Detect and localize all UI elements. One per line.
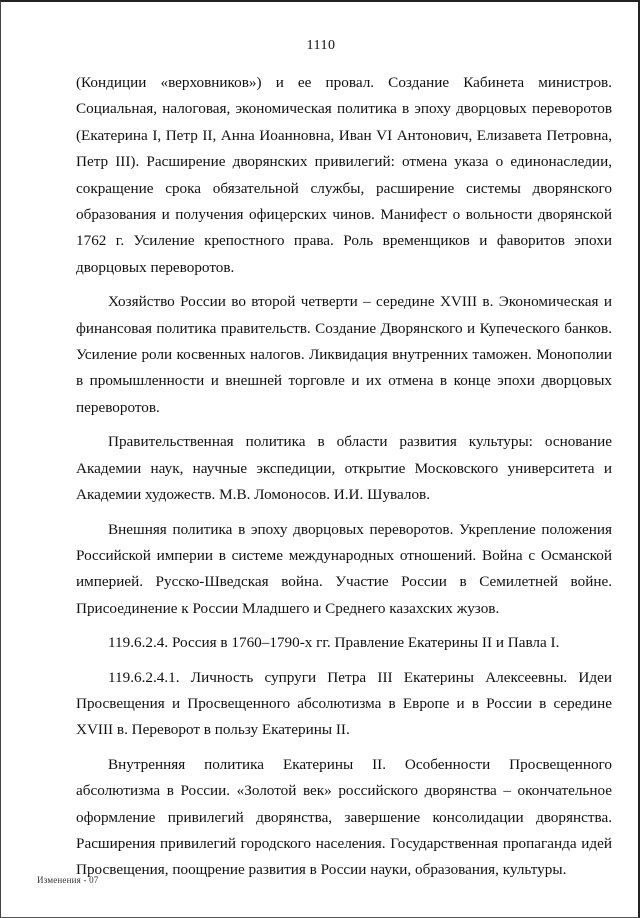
paragraph-4: Внешняя политика в эпоху дворцовых переворотов. Укрепление положения Российской империи в системе международных отношений. Война с Османской империей. Русско-Шведская война. Участие России в Семилетней войне. Присоединение к России Младшего и Среднего казахских жузов. — [76, 520, 612, 617]
document-body — [76, 70, 612, 892]
paragraph-6: 119.6.2.4.1. Личность супруги Петра III Екатерины Алексеевны. Идеи Просвещения и Просвещенного абсолютизма в Европе и в России в середине XVIII в. Переворот в пользу Екатерины II. — [76, 668, 612, 739]
footer-revision-note: Изменения - 07 — [37, 875, 99, 885]
page-number: 1110 — [306, 38, 336, 53]
paragraph-2: Хозяйство России во второй четверти – середине XVIII в. Экономическая и финансовая политика правительств. Создание Дворянского и Купеческого банков. Усиление роли косвенных налогов. Ликвидация внутренних таможен. Монополии в промышленности и внешней торговле и их отмена в конце эпохи дворцовых переворотов. — [76, 293, 612, 416]
paragraph-1: (Кондиции «верховников») и ее провал. Создание Кабинета министров. Социальная, налоговая, экономическая политика в эпоху дворцовых переворотов (Екатерина I, Петр II, Анна Иоанновна, Иван VI Антонович, Елизавета Петровна, Петр III). Расширение дворянских привилегий: отмена указа о единонаследии, сокращение срока обязательной службы, расширение системы дворянского образования и получения офицерских чинов. Манифест о вольности дворянской 1762 г. Усиление крепостного права. Роль временщиков и фаворитов эпохи дворцовых переворотов. — [76, 74, 612, 276]
paragraph-3: Правительственная политика в области развития культуры: основание Академии наук, научные экспедиции, открытие Московского университета и Академии художеств. М.В. Ломоносов. И.И. Шувалов. — [76, 433, 612, 504]
section-heading-119-6-2-4: 119.6.2.4. Россия в 1760–1790-х гг. Правление Екатерины II и Павла I. — [108, 634, 560, 652]
paragraph-7: Внутренняя политика Екатерины II. Особенности Просвещенного абсолютизма в России. «Золотой век» российского дворянства – окончательное оформление привилегий дворянства, завершение консолидации дворянства. Расширения привилегий городского населения. Государственная пропаганда идей Просвещения, поощрение развития в России науки, образования, культуры. — [76, 755, 612, 879]
